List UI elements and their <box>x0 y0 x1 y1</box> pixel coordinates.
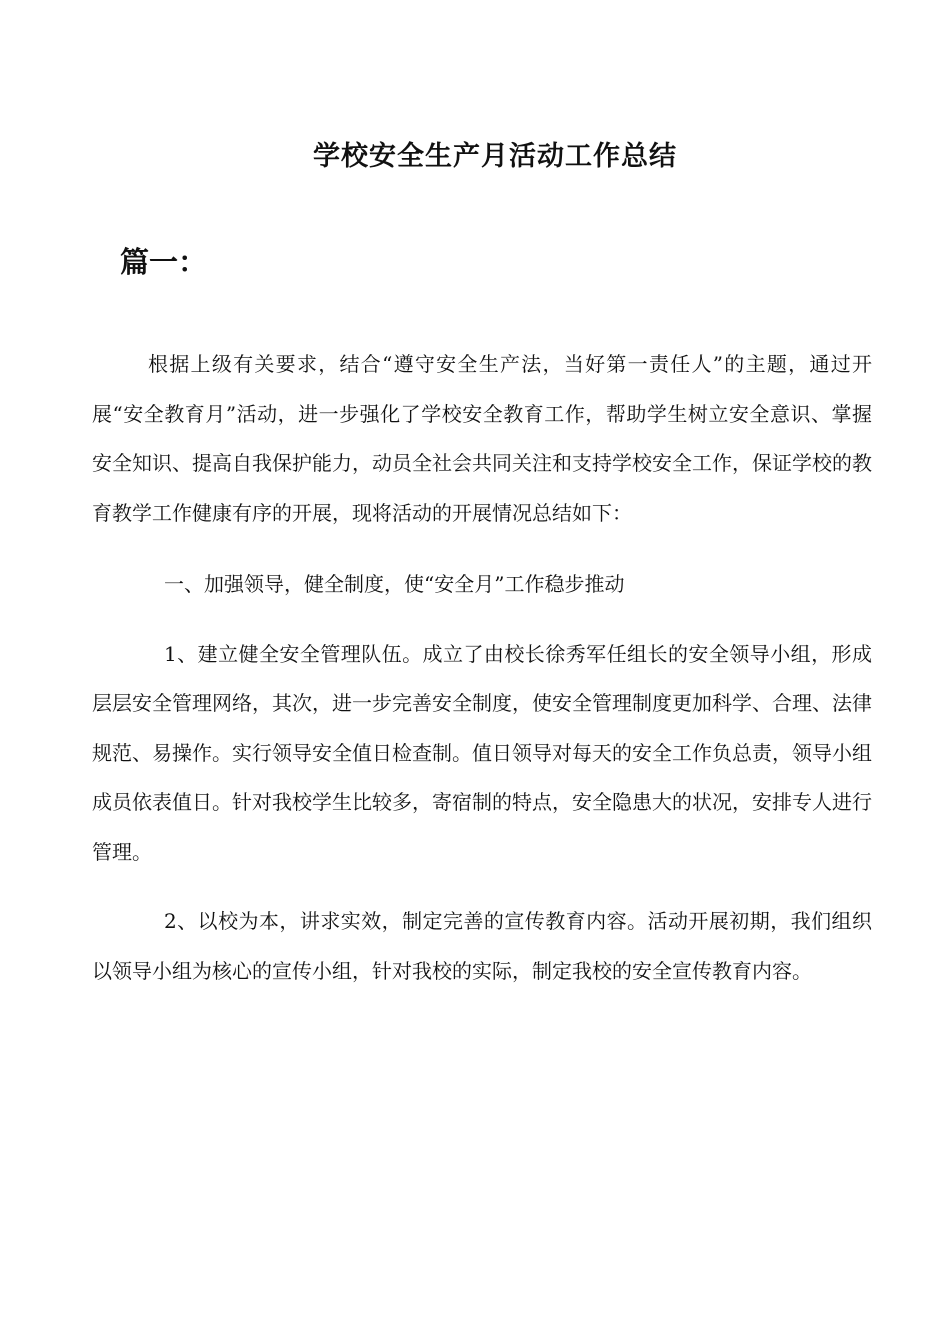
paragraph-item-2: 2、以校为本，讲求实效，制定完善的宣传教育内容。活动开展初期，我们组织以领导小组为核心的宣传小组，针对我校的实际，制定我校的安全宣传教育内容。 <box>92 909 872 983</box>
page-title: 学校安全生产月活动工作总结 <box>313 141 677 172</box>
document-body <box>92 340 872 996</box>
section-label: 篇一： <box>120 245 208 279</box>
paragraph-intro: 根据上级有关要求，结合“遵守安全生产法，当好第一责任人”的主题，通过开展“安全教育月”活动，进一步强化了学校安全教育工作，帮助学生树立安全意识、掌握安全知识、提高自我保护能力，动员全社会共同关注和支持学校安全工作，保证学校的教育教学工作健康有序的开展，现将活动的开展情况总结如下： <box>92 352 872 525</box>
paragraph-item-1: 1、建立健全安全管理队伍。成立了由校长徐秀军任组长的安全领导小组，形成层层安全管理网络，其次，进一步完善安全制度，使安全管理制度更加科学、合理、法律规范、易操作。实行领导安全值日检查制。值日领导对每天的安全工作负总责，领导小组成员依表值日。针对我校学生比较多，寄宿制的特点，安全隐患大的状况，安排专人进行管理。 <box>92 641 872 864</box>
paragraph-heading-1: 一、加强领导，健全制度，使“安全月”工作稳步推动 <box>164 572 625 596</box>
